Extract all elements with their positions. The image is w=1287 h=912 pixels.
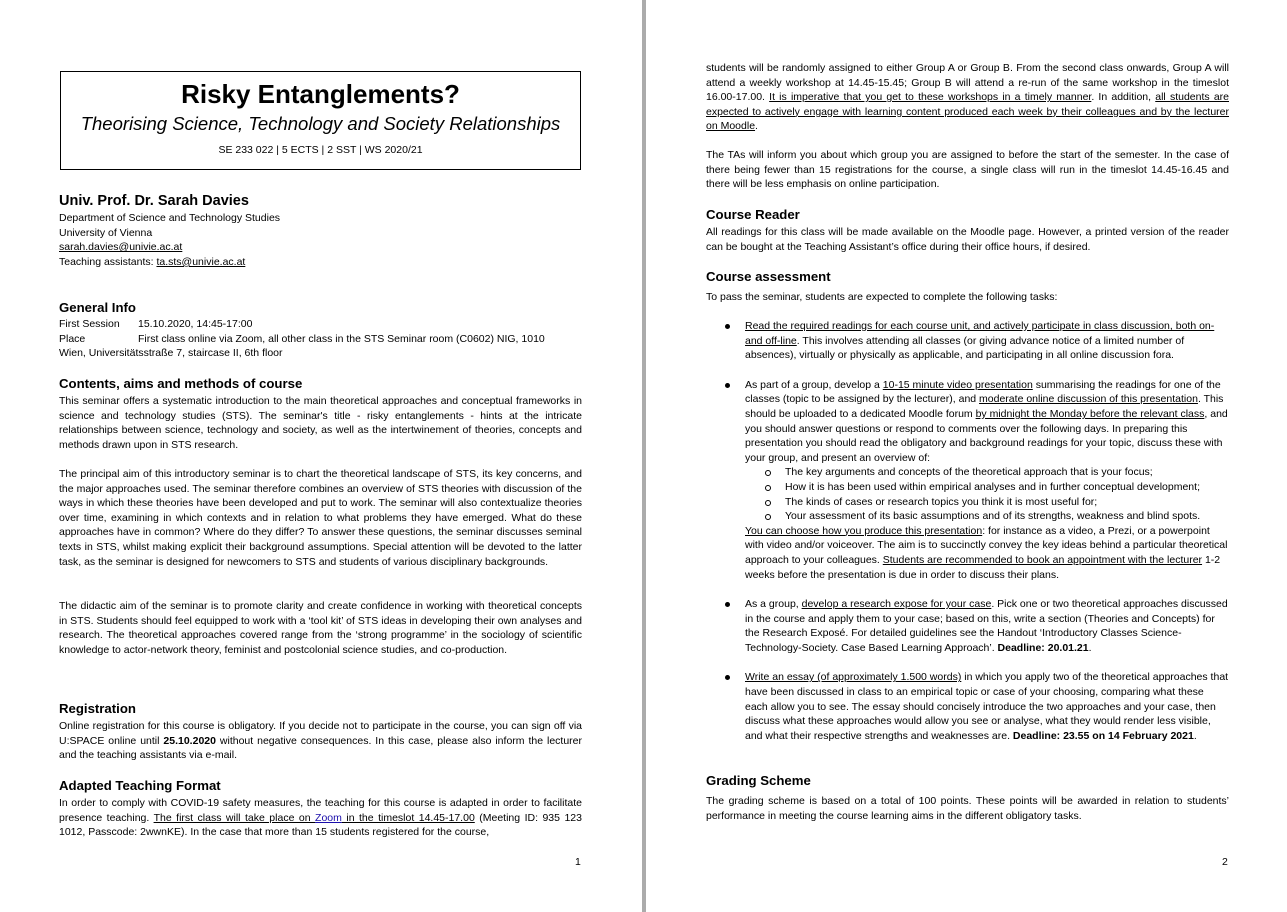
first-session-label: First Session (59, 318, 120, 330)
sub-list-item: The key arguments and concepts of the theoretical approach that is your focus; (745, 465, 1229, 480)
list-item: As a group, develop a research expose for your case. Pick one or two theoretical approaches discussed in the course and apply them to your case; based on this, write a section (Theories and Concepts) for the Research Exposé. For detailed guidelines see the Handout ‘Introductory Classes Science-Technology-Society. Case Based Learning Approach’. Deadline: 20.01.21. (745, 597, 1229, 655)
course-assessment-intro: To pass the seminar, students are expected to complete the following tasks: (706, 291, 1058, 303)
overview-sublist (745, 465, 1229, 523)
grading-scheme-text: The grading scheme is based on a total of 100 points. These points will be awarded in relation to students’ performance in meeting the course learning aims in the different obligatory tasks. (706, 795, 1229, 822)
bullet-icon (725, 324, 730, 329)
course-assessment-heading: Course assessment (706, 269, 831, 284)
place-value: First class online via Zoom, all other class in the STS Seminar room (C0602) NIG, 1010 (138, 332, 545, 345)
contents-heading: Contents, aims and methods of course (59, 376, 303, 391)
page-2 (646, 0, 1287, 912)
assessment-tasks-list (745, 319, 1229, 743)
contents-paragraph-3: The didactic aim of the seminar is to promote clarity and create confidence in working with theoretical concepts in STS. Students should feel equipped to work with a ‘tool kit’ of STS ideas in developing their own analyses and research. The theoretical approaches covered range from the ‘strong programme’ in the sociology of scientific knowledge to actor-network theory, feminist and postcolonial science studies, and co-production. (59, 600, 582, 656)
department: Department of Science and Technology Studies (59, 212, 281, 224)
zoom-link[interactable]: Zoom (315, 811, 342, 824)
list-item: As part of a group, develop a 10-15 minute video presentation summarising the readings for one of the classes (topic to be assigned by the lecturer), and moderate online discussion of this presentation. This should be uploaded to a dedicated Moodle forum by midnight the Monday before the relevant class, and you should answer questions or respond to comments over the following days. In preparing this presentation you should read the obligatory and background readings for your topic, discuss these with your group, and present an overview of: The key arguments and concepts of the theoretical approach that is your focus; How it is has been used within empirical analyses and in further conceptual development; The kinds of cases or research topics you think it is most useful for; Your assessment of its basic assumptions and of its strengths, weakness and blind spots. You can choose how you produce this presentation: for instance as a video, a Prezi, or a powerpoint with video and/or voiceover. The aim is to succinctly convey the key ideas behind a particular theoretical approach to your colleagues. Students are recommended to book an appointment with the lecturer 1-2 weeks before the presentation is due in order to discuss their plans. (745, 378, 1229, 582)
bullet-icon (725, 383, 730, 388)
registration-heading: Registration (59, 701, 136, 716)
first-session-value: 15.10.2020, 14:45-17:00 (138, 318, 253, 330)
place-label: Place (59, 332, 86, 345)
bullet-icon (725, 602, 730, 607)
bullet-icon (725, 675, 730, 680)
page-number: 1 (575, 856, 581, 868)
course-reader-text: All readings for this class will be made available on the Moodle page. However, a printed version of the reader can be bought at the Teaching Assistant’s office during their office hours, if desired. (706, 226, 1229, 253)
ta-paragraph: The TAs will inform you about which group you are assigned to before the start of the semester. In the case of there being fewer than 15 registrations for the course, a single class will run in the timeslot 14.45-16.45 and there will be less emphasis on online participation. (706, 149, 1229, 191)
university: University of Vienna (59, 226, 153, 239)
sub-list-item: The kinds of cases or research topics you think it is most useful for; (745, 495, 1229, 510)
list-item: Write an essay (of approximately 1.500 words) in which you apply two of the theoretical approaches that have been discussed in class to an empirical topic or case of your choosing, comparing what these each allow you to see. The essay should concisely introduce the two approaches and your case, then discuss what these approaches would allow you see or analyse, what they would render less visible, and what their respective strengths and weaknesses are. Deadline: 23.55 on 14 February 2021. (745, 670, 1229, 743)
page-1 (0, 0, 642, 912)
page-number: 2 (1222, 856, 1228, 868)
ta-email-link[interactable]: ta.sts@univie.ac.at (156, 255, 246, 268)
grading-scheme-heading: Grading Scheme (706, 773, 811, 788)
sub-list-item: How it is has been used within empirical analyses and in further conceptual development; (745, 480, 1229, 495)
title-box (60, 71, 581, 170)
sub-list-item: Your assessment of its basic assumptions and of its strengths, weakness and blind spots. (745, 509, 1229, 524)
instructor-block (59, 192, 589, 269)
contents-paragraph-1: This seminar offers a systematic introduction to the main theoretical approaches and conceptual frameworks in science and technology studies (STS). The seminar's title - risky entanglements - hints at the intricate relationships between science, technology and society, as well as the intertwinement of theories, concepts and methods drawn upon in STS research. (59, 395, 582, 451)
teaching-assistants (59, 255, 589, 270)
registration-paragraph: Online registration for this course is obligatory. If you decide not to participate in the course, you can sign off via U:SPACE online until 25.10.2020 without negative consequences. In this case, please also inform the lecturer and the teaching assistants via e-mail. (59, 720, 582, 762)
circle-bullet-icon (765, 500, 771, 506)
course-codes: SE 233 022 | 5 ECTS | 2 SST | WS 2020/21 (218, 144, 423, 156)
circle-bullet-icon (765, 485, 771, 491)
email-link[interactable]: sarah.davies@univie.ac.at (59, 241, 183, 254)
document-subtitle: Theorising Science, Technology and Society Relationships (80, 113, 561, 134)
circle-bullet-icon (765, 514, 771, 520)
contents-paragraph-2: The principal aim of this introductory seminar is to chart the theoretical landscape of STS, its key concerns, and the major approaches used. The seminar therefore combines an overview of STS theories with discussion of the ways in which these theories have been developed and put to work. The seminar will also contextualize theories over time, examining in which contexts and in relation to what problems they have emerged. What do these approaches have in common? Where do they differ? To answer these questions, the seminar discusses seminal texts in STS, whilst making explicit their background assumptions. Special attention will be devoted to the latter task, as the seminar is designed for newcomers to STS and students of various disciplinary backgrounds. (59, 468, 582, 568)
place-value-2: Wien, Universitätsstraße 7, staircase II, 6th floor (59, 347, 283, 360)
instructor-name: Univ. Prof. Dr. Sarah Davies (59, 193, 249, 209)
course-reader-heading: Course Reader (706, 207, 800, 222)
adapted-teaching-paragraph: In order to comply with COVID-19 safety measures, the teaching for this course is adapted in order to facilitate presence teaching. The first class will take place on Zoom in the timeslot 14.45-17.00 (Meeting ID: 935 123 1012, Passcode: 2wwnKE). In the case that more than 15 students registered for the course, (59, 797, 582, 839)
general-info-heading: General Info (59, 300, 136, 315)
adapted-teaching-heading: Adapted Teaching Format (59, 778, 221, 793)
circle-bullet-icon (765, 470, 771, 476)
document-title: Risky Entanglements? (181, 79, 460, 109)
adapted-teaching-continued: students will be randomly assigned to either Group A or Group B. From the second class onwards, Group A will attend a weekly workshop at 14.45-15.45; Group B will attend a re-run of the same workshop in the timeslot 16.00-17.00. It is imperative that you get to these workshops in a timely manner. In addition, all students are expected to actively engage with learning content produced each week by their colleagues and by the lecturer on Moodle. (706, 62, 1229, 133)
general-info (59, 317, 582, 361)
ta-label: Teaching assistants: (59, 255, 157, 268)
list-item: Read the required readings for each course unit, and actively participate in class discussion, both on- and off-line. This involves attending all classes (or giving advance notice of a limited number of absences), virtually or physically as applicable, and participating in all online discussion fora. (745, 319, 1229, 363)
